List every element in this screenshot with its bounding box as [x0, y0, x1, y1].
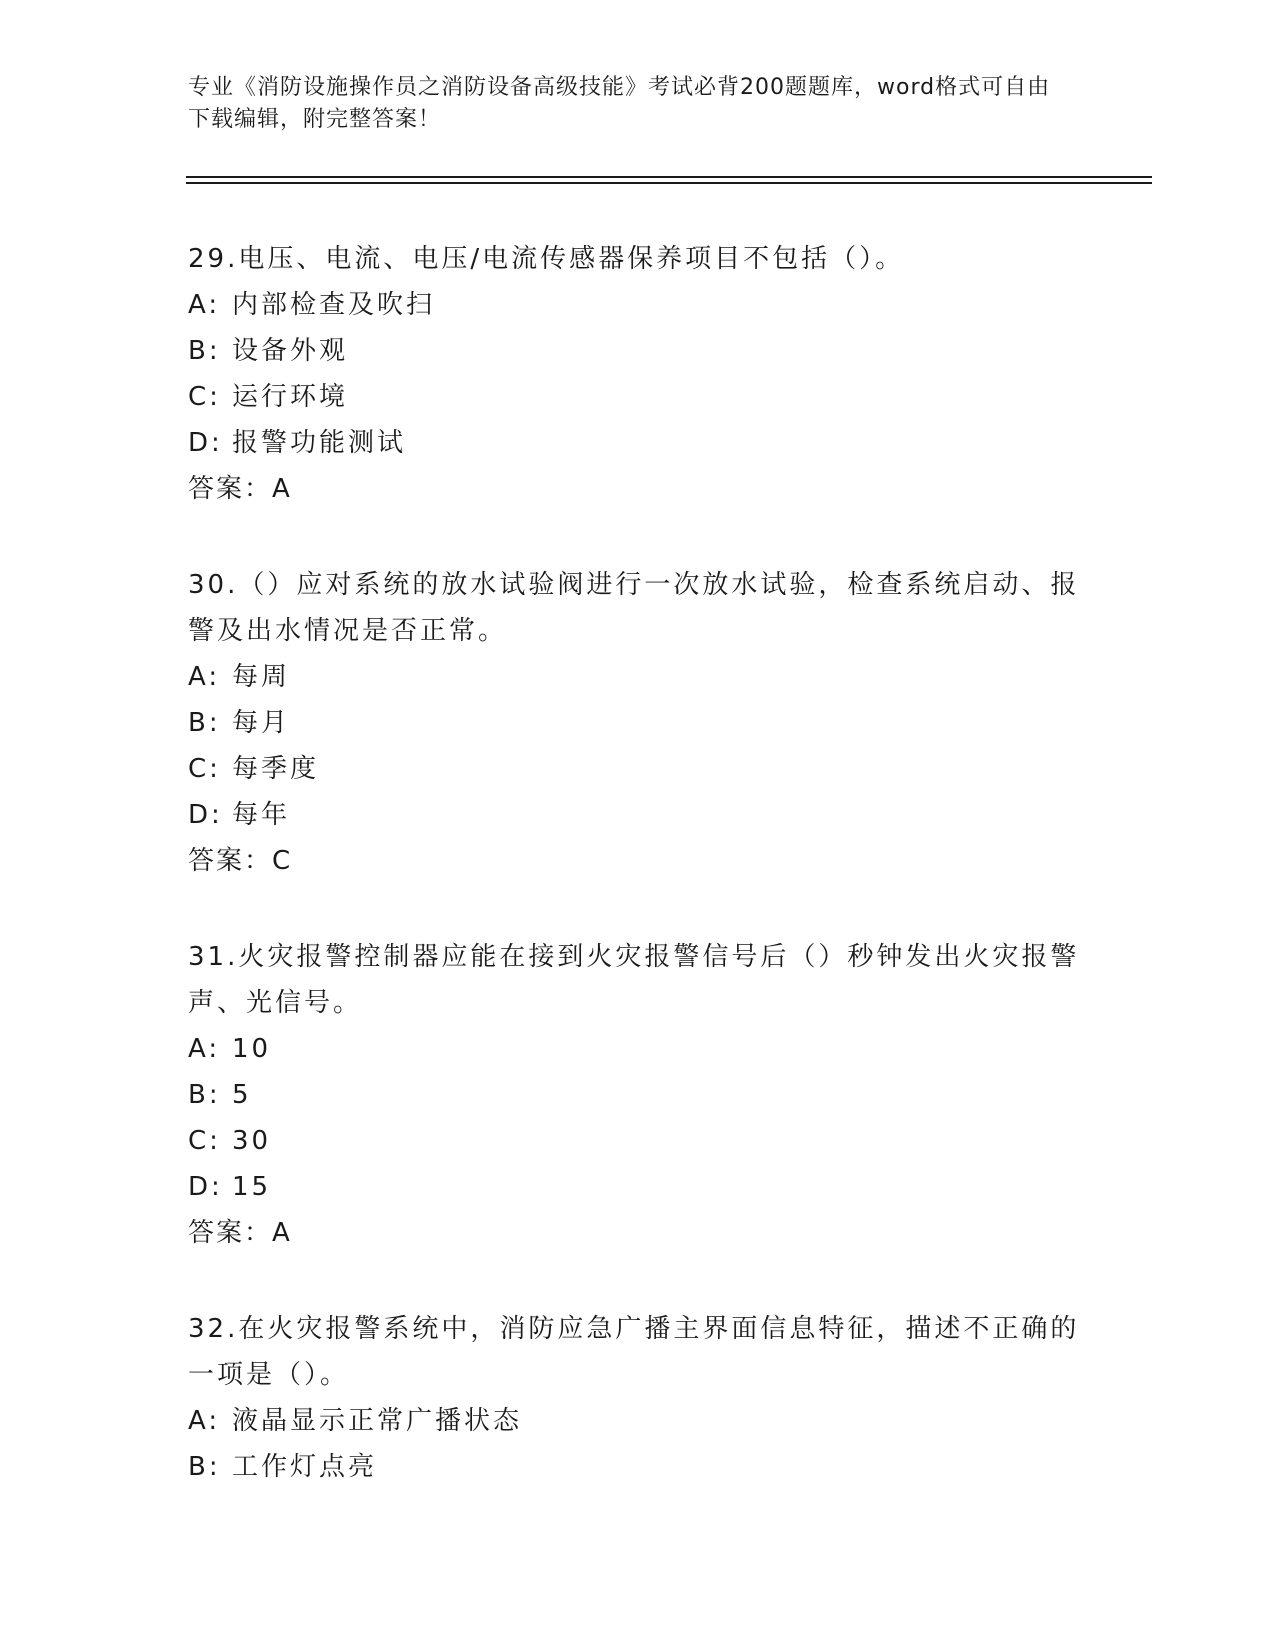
option-a [188, 1398, 1088, 1444]
option-letter: D: [188, 800, 223, 830]
option-text: 每年 [232, 800, 291, 830]
option-text: 液晶显示正常广播状态 [232, 1406, 523, 1436]
header-rule-bottom [186, 182, 1152, 184]
option-letter: A: [188, 290, 221, 320]
question-31 [188, 934, 1088, 1256]
option-text: 工作灯点亮 [232, 1452, 378, 1482]
option-a [188, 282, 1088, 328]
option-c [188, 374, 1088, 420]
option-b [188, 1444, 1088, 1490]
option-text: 内部检查及吹扫 [232, 290, 436, 320]
option-text: 设备外观 [232, 336, 349, 366]
option-b [188, 328, 1088, 374]
option-letter: C: [188, 754, 221, 784]
option-d [188, 420, 1088, 466]
option-b [188, 1072, 1088, 1118]
option-c [188, 746, 1088, 792]
option-letter: D: [188, 428, 223, 458]
option-letter: B: [188, 1080, 221, 1110]
option-text: 15 [232, 1172, 272, 1202]
option-letter: B: [188, 1452, 221, 1482]
option-letter: B: [188, 708, 221, 738]
question-stem: 29.电压、电流、电压/电流传感器保养项目不包括（）。 [188, 244, 905, 274]
option-text: 5 [232, 1080, 252, 1110]
question-30 [188, 562, 1088, 884]
answer-line: 答案：A [188, 474, 292, 504]
option-text: 运行环境 [232, 382, 349, 412]
answer-line: 答案：A [188, 1218, 292, 1248]
option-text: 每周 [232, 662, 291, 692]
document-header: 专业《消防设施操作员之消防设备高级技能》考试必背200题题库，word格式可自由下载编辑，附完整答案！ [188, 75, 1051, 132]
option-letter: C: [188, 382, 221, 412]
option-letter: C: [188, 1126, 221, 1156]
option-letter: D: [188, 1172, 223, 1202]
question-list [188, 236, 1088, 1540]
option-d [188, 792, 1088, 838]
option-d [188, 1164, 1088, 1210]
option-letter: B: [188, 336, 221, 366]
answer-line: 答案：C [188, 846, 293, 876]
question-29 [188, 236, 1088, 512]
question-stem: 30.（）应对系统的放水试验阀进行一次放水试验，检查系统启动、报警及出水情况是否正常。 [188, 570, 1080, 646]
option-letter: A: [188, 1406, 221, 1436]
option-c [188, 1118, 1088, 1164]
option-text: 报警功能测试 [232, 428, 407, 458]
question-stem: 32.在火灾报警系统中，消防应急广播主界面信息特征，描述不正确的一项是（）。 [188, 1314, 1080, 1390]
option-text: 30 [232, 1126, 272, 1156]
question-32 [188, 1306, 1088, 1490]
option-a [188, 654, 1088, 700]
option-text: 每季度 [232, 754, 320, 784]
option-b [188, 700, 1088, 746]
option-letter: A: [188, 1034, 221, 1064]
question-stem: 31.火灾报警控制器应能在接到火灾报警信号后（）秒钟发出火灾报警声、光信号。 [188, 942, 1080, 1018]
option-text: 每月 [232, 708, 291, 738]
header-rule-top [186, 176, 1152, 178]
option-a [188, 1026, 1088, 1072]
option-text: 10 [232, 1034, 272, 1064]
option-letter: A: [188, 662, 221, 692]
